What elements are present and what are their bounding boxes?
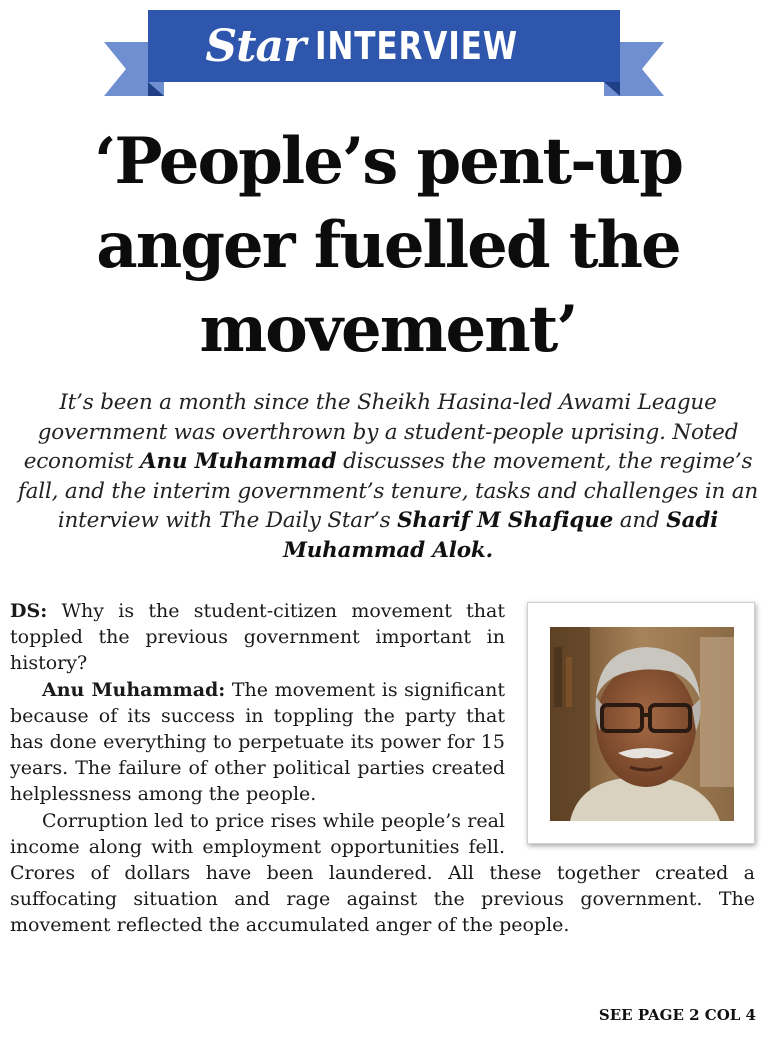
answer-label: Anu Muhammad: — [42, 678, 226, 701]
deck-name-interviewee: Anu Muhammad — [139, 449, 337, 474]
portrait-photo — [550, 627, 734, 821]
interview-banner — [0, 0, 776, 100]
banner-bar — [148, 10, 620, 82]
headline-line-1: ‘People’s pent-up — [94, 124, 682, 199]
deck-name-interviewer-1: Sharif M Shafique — [397, 508, 614, 533]
answer-text: The movement is significant because of its success in toppling the party that has done everything to perpetuate its power for 15 years. The failure of other political parties created helplessness among the people. — [10, 678, 505, 806]
headline-line-2: anger fuelled the — [96, 208, 680, 283]
portrait-frame — [527, 602, 755, 844]
continuation-reference: SEE PAGE 2 COL 4 — [598, 1006, 756, 1024]
question-label: DS: — [10, 600, 48, 622]
article-body — [10, 598, 755, 939]
deck-intro — [10, 388, 766, 565]
brand-logo: Star — [205, 20, 306, 72]
deck-text-1: It’s been a month since the Sheikh Hasina-led Awami League government was overthrown by a student-people uprising. Noted economist — [23, 390, 739, 474]
headline — [10, 120, 766, 372]
deck-name-interviewer-2: Sadi Muhammad Alok. — [283, 508, 719, 563]
deck-text-3: and — [613, 508, 667, 533]
section-kicker: INTERVIEW — [315, 24, 519, 68]
deck-text-2: discusses the movement, the regime’s fall, and the interim government’s tenure, tasks and challenges in an interview with The Daily Star’s — [17, 449, 759, 533]
body-paragraph-3: Corruption led to price rises while people’s real income along with employment opportunities fell. Crores of dollars have been laundered. All these together created a suffocating situation and rage against the previous government. The movement reflected the accumulated anger of the people. — [10, 809, 755, 937]
headline-line-3: movement’ — [199, 292, 577, 367]
question-text: Why is the student-citizen movement that toppled the previous government important in history? — [10, 600, 505, 675]
